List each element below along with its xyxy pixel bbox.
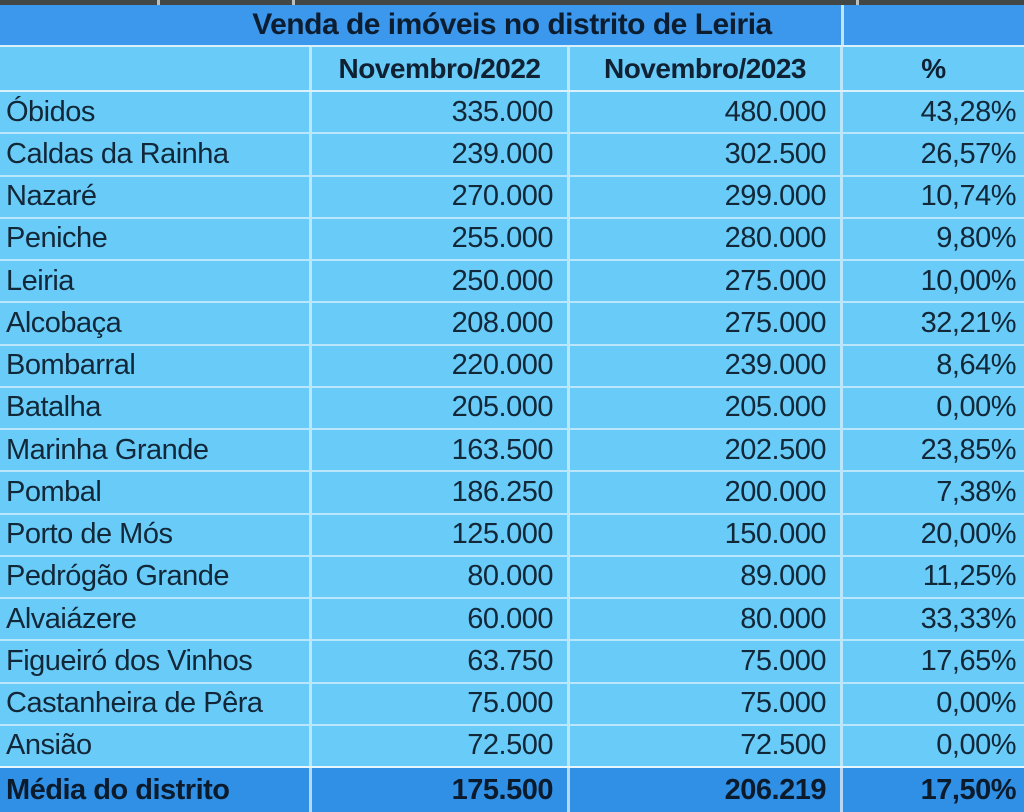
value-2022-cell: 220.000 [312, 346, 570, 386]
municipality-name-cell: Porto de Mós [0, 515, 312, 555]
value-2023-cell: 75.000 [570, 684, 843, 724]
municipality-name-cell: Pombal [0, 472, 312, 512]
municipality-name-cell: Figueiró dos Vinhos [0, 641, 312, 681]
value-2022-cell: 335.000 [312, 92, 570, 132]
value-2023-cell: 89.000 [570, 557, 843, 597]
table-row [0, 92, 1024, 134]
municipality-name-cell: Batalha [0, 388, 312, 428]
municipality-name-cell: Peniche [0, 219, 312, 259]
value-2023-cell: 275.000 [570, 303, 843, 343]
percent-cell: 23,85% [920, 433, 1016, 466]
value-2022-cell: 208.000 [312, 303, 570, 343]
table-row [0, 684, 1024, 726]
value-2023-cell: 239.000 [570, 346, 843, 386]
percent-cell: 10,00% [920, 264, 1016, 297]
table-footer-row [0, 768, 1024, 812]
table-row [0, 134, 1024, 176]
value-2022-cell: 250.000 [312, 261, 570, 301]
value-2023-cell: 299.000 [570, 177, 843, 217]
value-2022-cell: 255.000 [312, 219, 570, 259]
table-row [0, 515, 1024, 557]
municipality-name-cell: Pedrógão Grande [0, 557, 312, 597]
percent-cell: 9,80% [936, 222, 1016, 255]
footer-value-2023-cell: 206.219 [570, 768, 843, 812]
value-2022-cell: 270.000 [312, 177, 570, 217]
municipality-name-cell: Alvaiázere [0, 599, 312, 639]
table-row [0, 472, 1024, 514]
value-2023-cell: 72.500 [570, 726, 843, 766]
municipality-name-cell: Alcobaça [0, 303, 312, 343]
municipality-name-cell: Nazaré [0, 177, 312, 217]
percent-cell: 10,74% [920, 180, 1016, 213]
municipality-name-cell: Castanheira de Pêra [0, 684, 312, 724]
value-2022-cell: 63.750 [312, 641, 570, 681]
table-row [0, 430, 1024, 472]
value-2022-cell: 163.500 [312, 430, 570, 470]
value-2022-cell: 75.000 [312, 684, 570, 724]
percent-cell: 7,38% [936, 475, 1016, 508]
footer-value-2022-cell: 175.500 [312, 768, 570, 812]
footer-percent-cell: 17,50% [920, 773, 1016, 806]
value-2023-cell: 150.000 [570, 515, 843, 555]
value-2023-cell: 280.000 [570, 219, 843, 259]
table-body [0, 92, 1024, 768]
percent-cell: 43,28% [920, 95, 1016, 128]
percent-cell: 33,33% [920, 602, 1016, 635]
table-title-row [0, 5, 1024, 47]
header-cell-novembro-2022: Novembro/2022 [312, 47, 570, 90]
percent-cell: 0,00% [936, 729, 1016, 762]
header-cell-percent: % [921, 52, 946, 84]
header-cell-blank [0, 47, 312, 90]
table-row [0, 557, 1024, 599]
table-row [0, 177, 1024, 219]
value-2022-cell: 80.000 [312, 557, 570, 597]
value-2022-cell: 205.000 [312, 388, 570, 428]
table-row [0, 599, 1024, 641]
title-cell-divider [841, 5, 844, 45]
percent-cell: 8,64% [936, 349, 1016, 382]
value-2023-cell: 200.000 [570, 472, 843, 512]
table-row [0, 641, 1024, 683]
value-2023-cell: 75.000 [570, 641, 843, 681]
percent-cell: 17,65% [920, 644, 1016, 677]
value-2022-cell: 72.500 [312, 726, 570, 766]
value-2022-cell: 125.000 [312, 515, 570, 555]
percent-cell: 32,21% [920, 306, 1016, 339]
percent-cell: 0,00% [936, 391, 1016, 424]
municipality-name-cell: Leiria [0, 261, 312, 301]
value-2023-cell: 480.000 [570, 92, 843, 132]
value-2023-cell: 275.000 [570, 261, 843, 301]
municipality-name-cell: Óbidos [0, 92, 312, 132]
table-row [0, 388, 1024, 430]
table-row [0, 726, 1024, 768]
percent-cell: 11,25% [922, 560, 1016, 593]
table-row [0, 346, 1024, 388]
table-title: Venda de imóveis no distrito de Leiria [252, 8, 772, 41]
percent-cell: 0,00% [936, 687, 1016, 720]
value-2023-cell: 202.500 [570, 430, 843, 470]
municipality-name-cell: Bombarral [0, 346, 312, 386]
municipality-name-cell: Ansião [0, 726, 312, 766]
table-row [0, 261, 1024, 303]
table-header-row [0, 47, 1024, 92]
value-2023-cell: 80.000 [570, 599, 843, 639]
percent-cell: 26,57% [920, 137, 1016, 170]
percent-cell: 20,00% [920, 518, 1016, 551]
header-cell-novembro-2023: Novembro/2023 [570, 47, 843, 90]
footer-label-cell: Média do distrito [0, 768, 312, 812]
value-2022-cell: 60.000 [312, 599, 570, 639]
municipality-name-cell: Caldas da Rainha [0, 134, 312, 174]
table-row [0, 219, 1024, 261]
value-2022-cell: 239.000 [312, 134, 570, 174]
value-2022-cell: 186.250 [312, 472, 570, 512]
table-row [0, 303, 1024, 345]
value-2023-cell: 302.500 [570, 134, 843, 174]
municipality-name-cell: Marinha Grande [0, 430, 312, 470]
value-2023-cell: 205.000 [570, 388, 843, 428]
